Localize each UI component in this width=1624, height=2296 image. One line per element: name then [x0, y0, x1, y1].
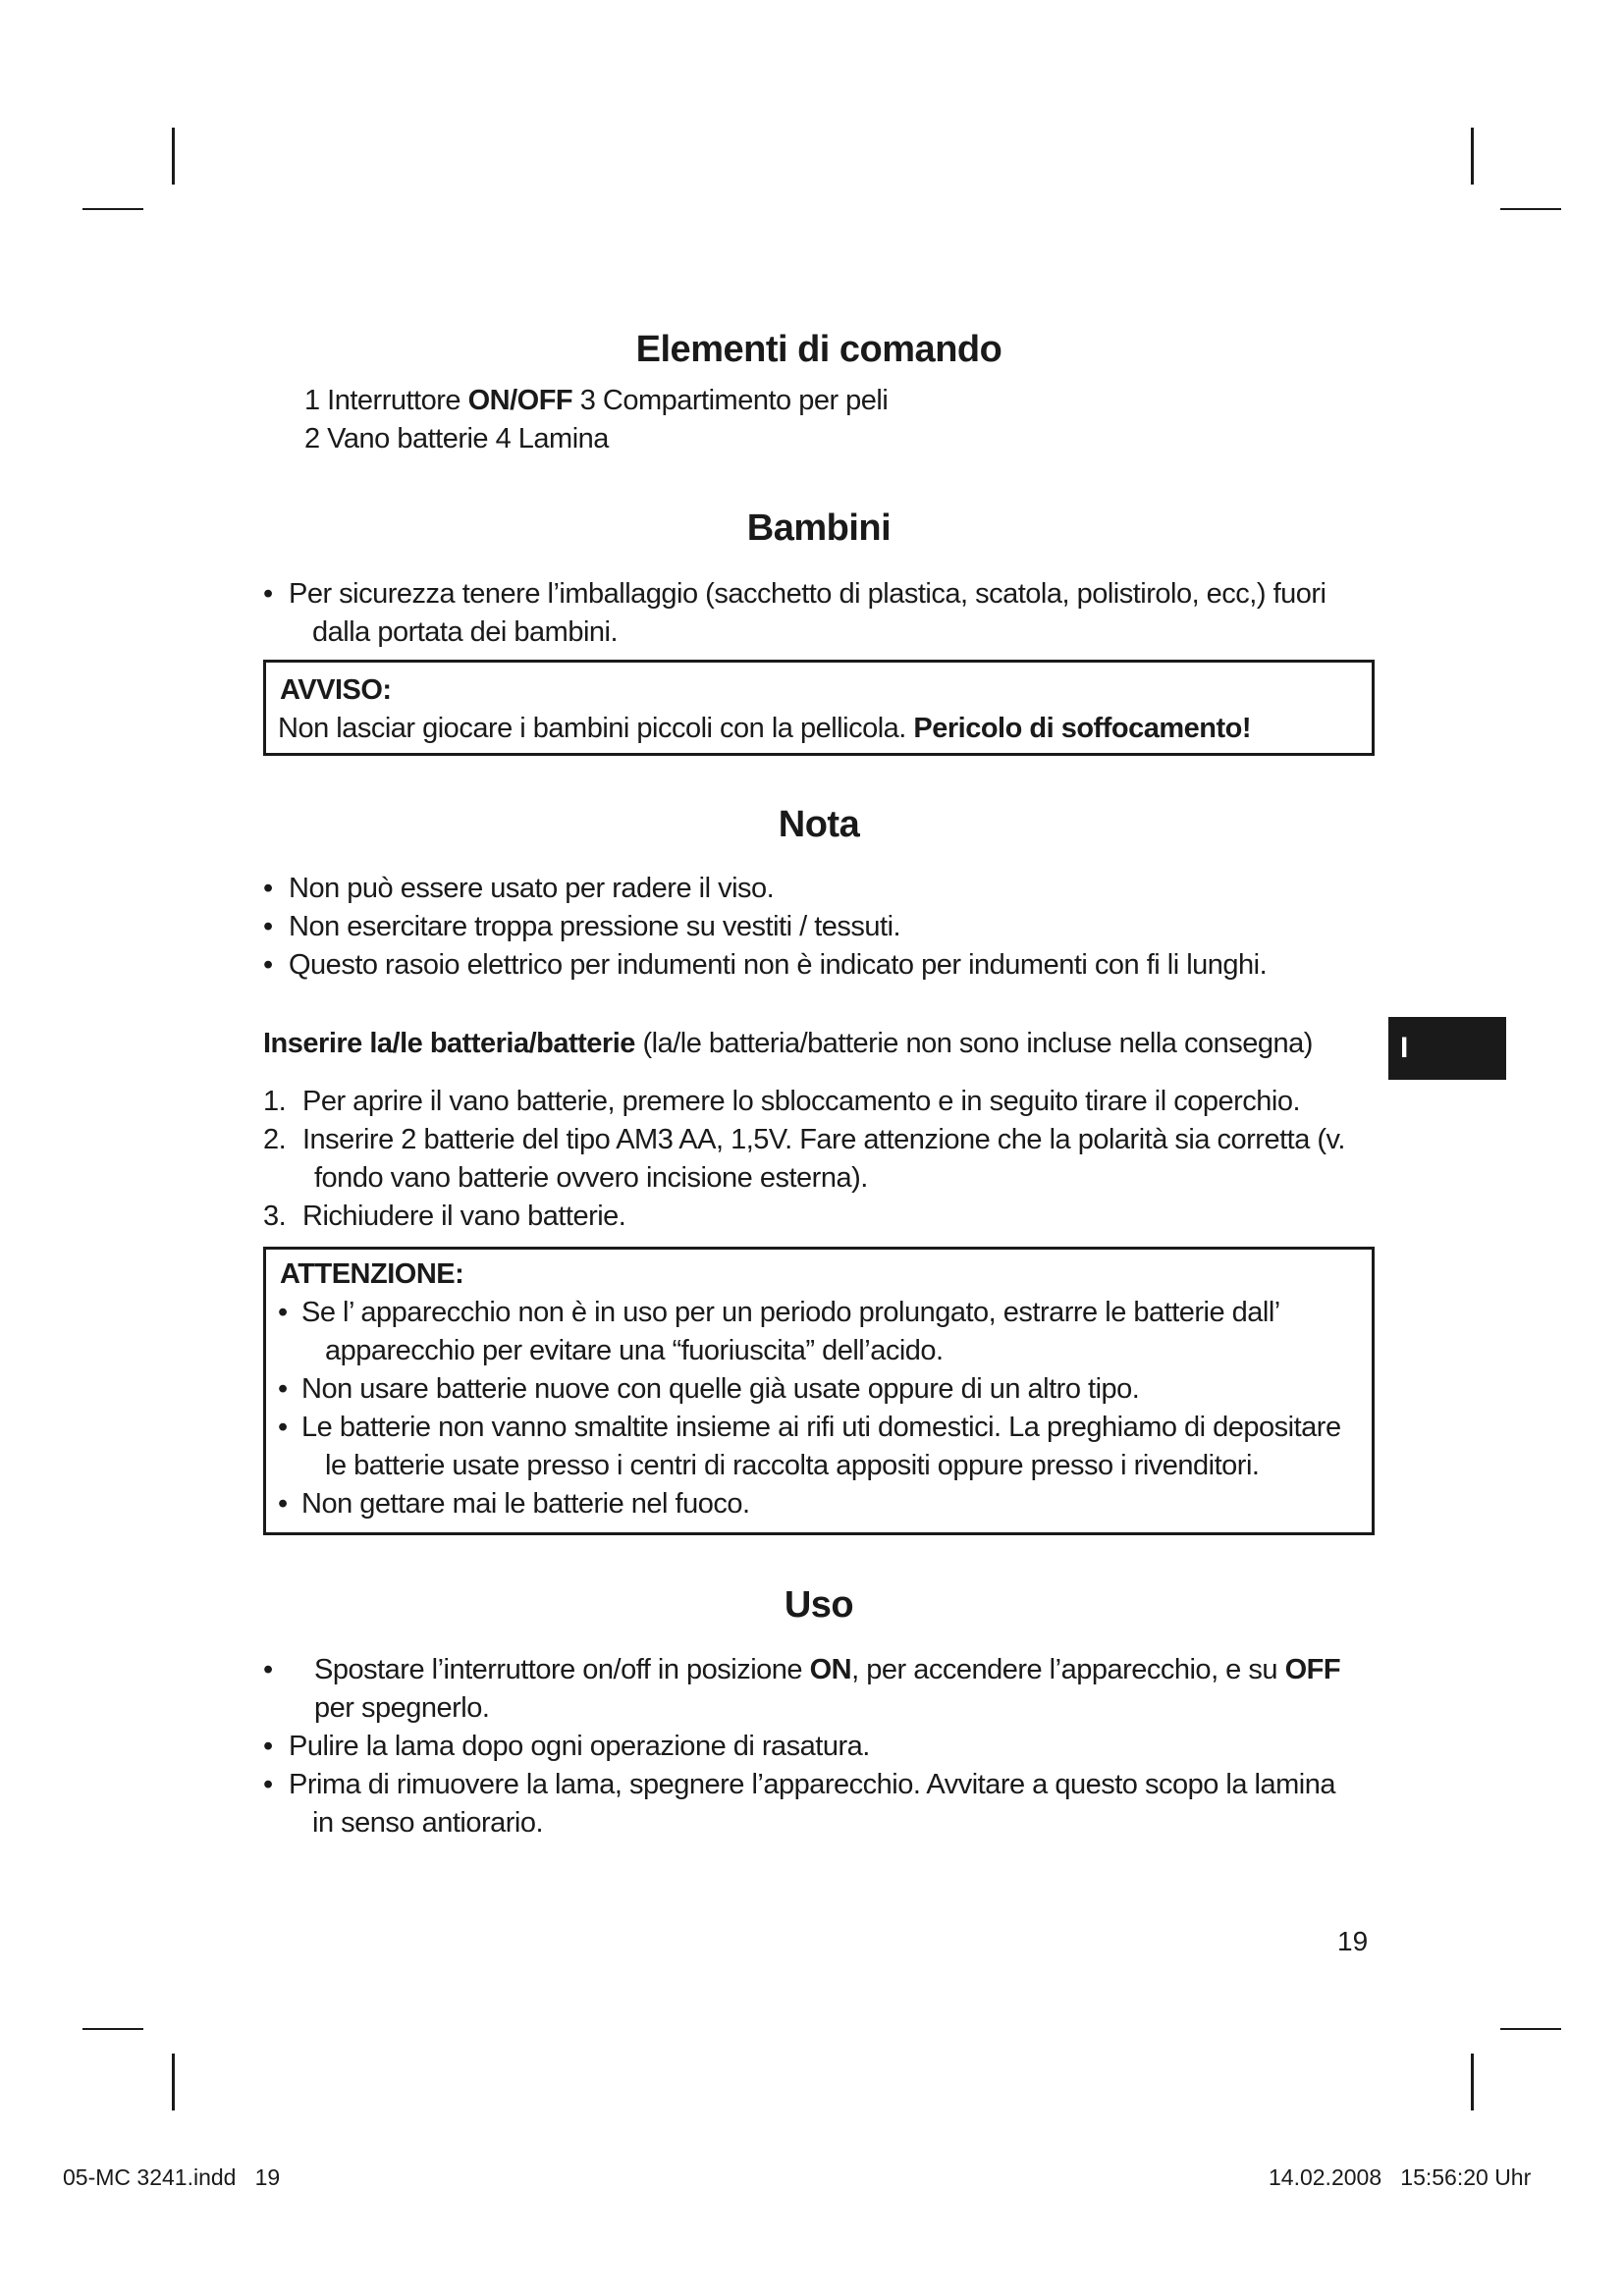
bullet-icon: • — [263, 949, 273, 981]
list-item: • Se l’ apparecchio non è in uso per un periodo prolungato, estrarre le batterie dall’ apparecchio per evitare una “fuoriuscita” dell’acido. — [278, 1297, 1280, 1366]
list-item: • Le batterie non vanno smaltite insieme ai rifi uti domestici. La preghiamo di depositare le batterie usate presso i centri di raccolta appositi oppure presso i rivenditori. — [278, 1412, 1341, 1481]
crop-mark — [1500, 2028, 1561, 2030]
bullet-icon: • — [263, 911, 273, 942]
crop-mark — [1471, 128, 1474, 185]
bullet-icon: • — [263, 1769, 273, 1800]
list-item: • Non gettare mai le batterie nel fuoco. — [278, 1488, 750, 1520]
list-item: • Non usare batterie nuove con quelle già usate oppure di un altro tipo. — [278, 1373, 1140, 1405]
section-title-children: Bambini — [746, 507, 892, 549]
crop-mark — [82, 2028, 143, 2030]
batteries-heading: Inserire la/le batteria/batterie (la/le batteria/batterie non sono incluse nella consegna) — [263, 1028, 1313, 1059]
section-title-use: Uso — [784, 1584, 854, 1626]
bullet-icon: • — [263, 578, 273, 610]
footer-filename: 05-MC 3241.indd 19 — [63, 2164, 281, 2190]
bullet-icon: • — [278, 1488, 288, 1520]
bullet-icon: • — [278, 1297, 288, 1328]
crop-mark — [1471, 2054, 1474, 2110]
warning-text: Non lasciar giocare i bambini piccoli con la pellicola. Pericolo di soffocamento! — [278, 713, 1251, 744]
bullet-icon: • — [263, 1654, 273, 1685]
controls-line-2: 2 Vano batterie 4 Lamina — [304, 423, 609, 454]
section-title-note: Nota — [778, 804, 860, 845]
warning-box — [263, 660, 1375, 756]
language-tab-label: I — [1400, 1032, 1409, 1064]
caution-box — [263, 1247, 1375, 1535]
caution-title: ATTENZIONE: — [280, 1258, 464, 1290]
section-title-controls: Elementi di comando — [635, 329, 1002, 370]
crop-mark — [82, 208, 143, 210]
warning-title: AVVISO: — [280, 674, 392, 706]
bullet-icon: • — [263, 1731, 273, 1762]
bullet-icon: • — [278, 1412, 288, 1443]
crop-mark — [172, 128, 175, 185]
controls-line-1: 1 Interruttore ON/OFF 3 Compartimento per peli — [304, 385, 889, 416]
language-tab — [1388, 1017, 1506, 1080]
bullet-icon: • — [263, 873, 273, 904]
crop-mark — [1500, 208, 1561, 210]
bullet-icon: • — [278, 1373, 288, 1405]
page-number: 19 — [1337, 1926, 1369, 1956]
footer-timestamp: 14.02.2008 15:56:20 Uhr — [1269, 2164, 1532, 2190]
crop-mark — [172, 2054, 175, 2110]
